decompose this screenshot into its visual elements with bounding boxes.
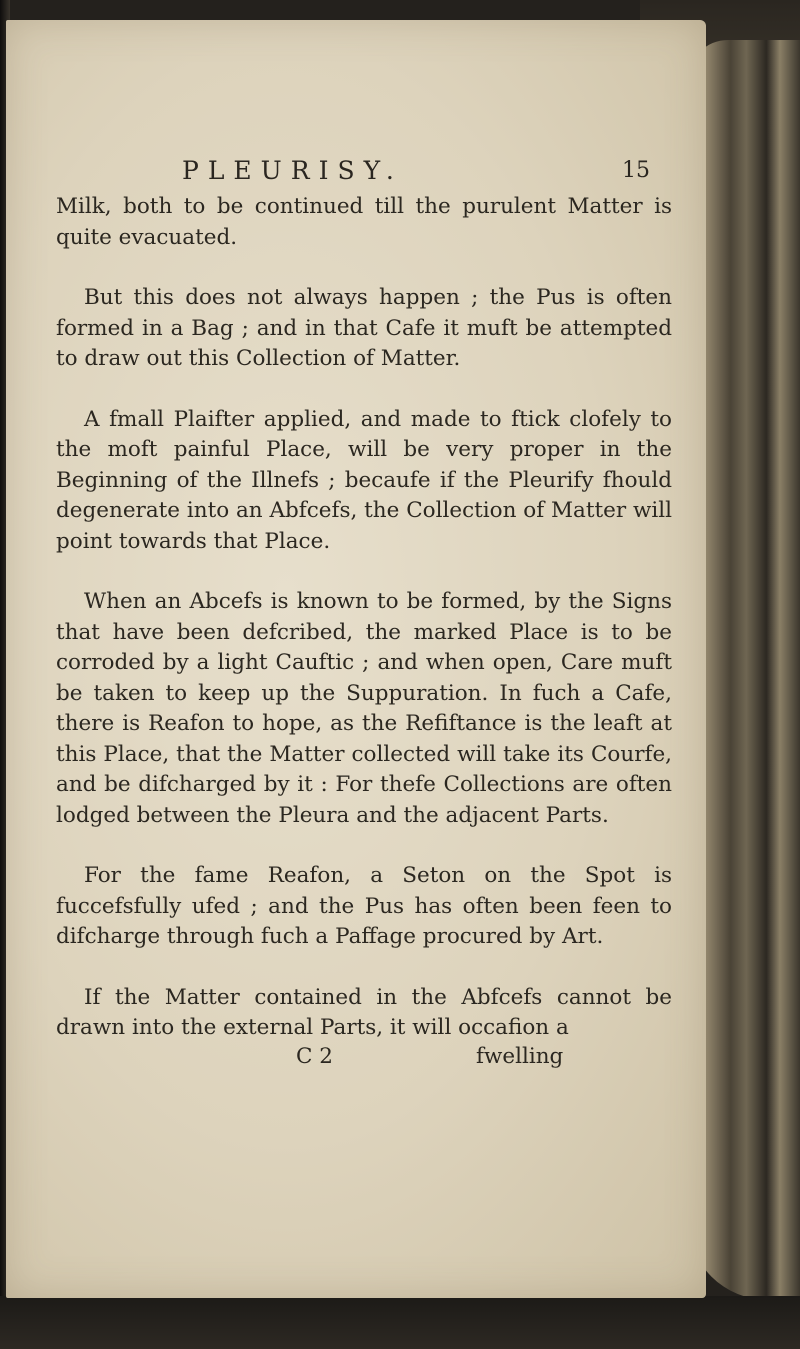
paragraph-4: When an Abcefs is known to be formed, by the Signs that have been defcribed, the marked Place is to be corroded by a light Cauftic ; and when open, Care muft be taken to keep up the Suppuration. In fuch a Cafe, there is Reafon to hope, as the Refiftance is the leaft at this Place, that the Matter collected will take its Courfe, and be difcharged by it : For thefe Collections are often lodged between the Pleura and the adjacent Parts. (56, 589, 672, 828)
paragraph-2: But this does not always happen ; the Pus is often formed in a Bag ; and in that Cafe it muft be attempted to draw out this Collection of Matter. (56, 285, 672, 371)
page-footer (56, 1044, 672, 1078)
running-head-title: PLEURISY. (182, 156, 403, 185)
running-head (56, 152, 672, 192)
paragraph-3: A fmall Plaifter applied, and made to ftick clofely to the moft painful Place, will be very proper in the Beginning of the Illnefs ; becaufe if the Pleurify fhould degenerate into an Abfcefs, the Collection of Matter will point towards that Place. (56, 406, 672, 554)
page-number: 15 (622, 158, 650, 183)
paragraph-5: For the fame Reafon, a Seton on the Spot is fuccefsfully ufed ; and the Pus has often been feen to difcharge through fuch a Paffage procured by Art. (56, 863, 672, 949)
paragraph-1: Milk, both to be continued till the purulent Matter is quite evacuated. (56, 194, 672, 250)
paragraph-6: If the Matter contained in the Abfcefs cannot be drawn into the external Parts, it will occafion a (56, 984, 672, 1040)
page-text (56, 152, 672, 1078)
bottom-scan-border (0, 1296, 800, 1349)
signature-mark: C 2 (296, 1043, 333, 1069)
catchword: fwelling (476, 1043, 564, 1069)
